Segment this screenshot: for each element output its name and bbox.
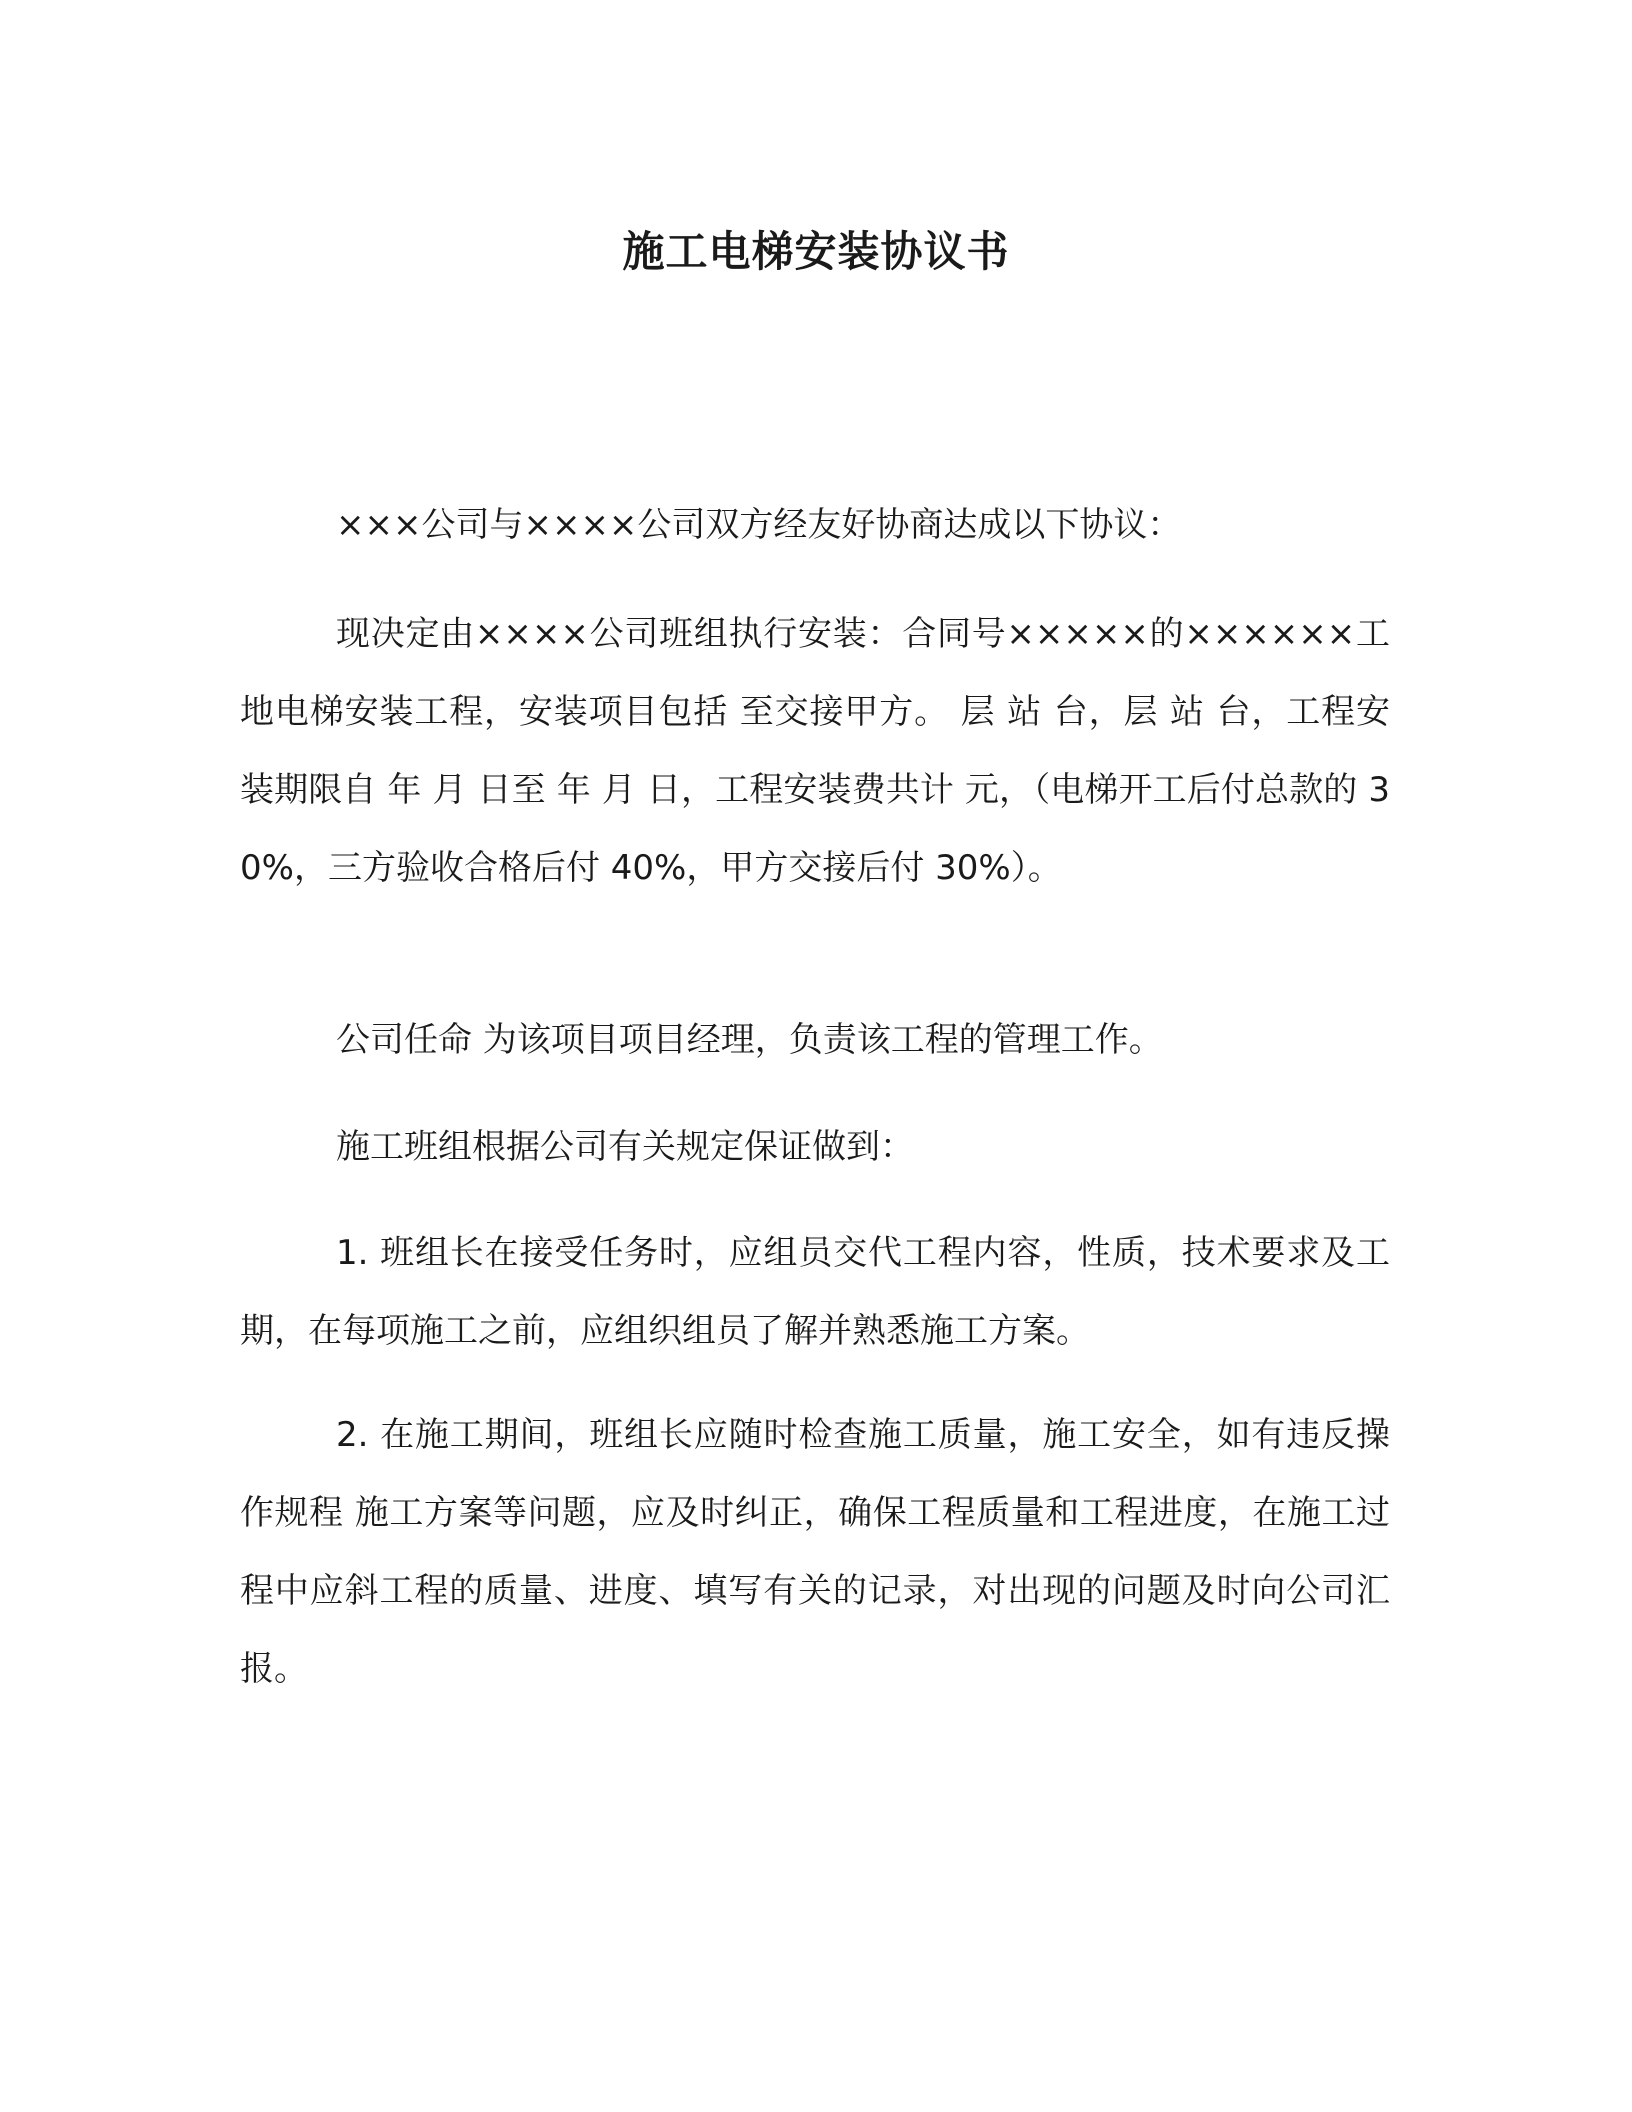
paragraph-item-1 [240,1214,1390,1370]
paragraph-installation-terms [240,595,1390,907]
paragraph-text: ×××公司与××××公司双方经友好协商达成以下协议： [336,505,1182,545]
paragraph-text: 2. 在施工期间，班组长应随时检查施工质量，施工安全，如有违反操作规程 施工方案等问题，应及时纠正，确保工程质量和工程进度，在施工过程中应斜工程的质量、进度、填写有关的记录，对出现的问题及时向公司汇报。 [240,1415,1390,1689]
paragraph-parties [240,486,1390,564]
paragraph-project-manager [240,1001,1390,1079]
paragraph-text: 施工班组根据公司有关规定保证做到： [336,1127,914,1167]
paragraph-text: 现决定由××××公司班组执行安装：合同号×××××的××××××工地电梯安装工程，安装项目包括 至交接甲方。 层 站 台，层 站 台，工程安装期限自 年 月 日至 年 月 日，工程安装费共计 元，（电梯开工后付总款的 30%，三方验收合格后付 40%，甲方交接后付 30%）。 [240,614,1390,888]
paragraph-guarantee-intro [240,1108,1390,1186]
paragraph-item-2 [240,1396,1390,1708]
paragraph-text: 公司任命 为该项目项目经理，负责该工程的管理工作。 [336,1020,1163,1060]
document-title: 施工电梯安装协议书 [622,227,1010,276]
paragraph-text: 1. 班组长在接受任务时，应组员交代工程内容，性质，技术要求及工期，在每项施工之前，应组织组员了解并熟悉施工方案。 [240,1233,1390,1351]
